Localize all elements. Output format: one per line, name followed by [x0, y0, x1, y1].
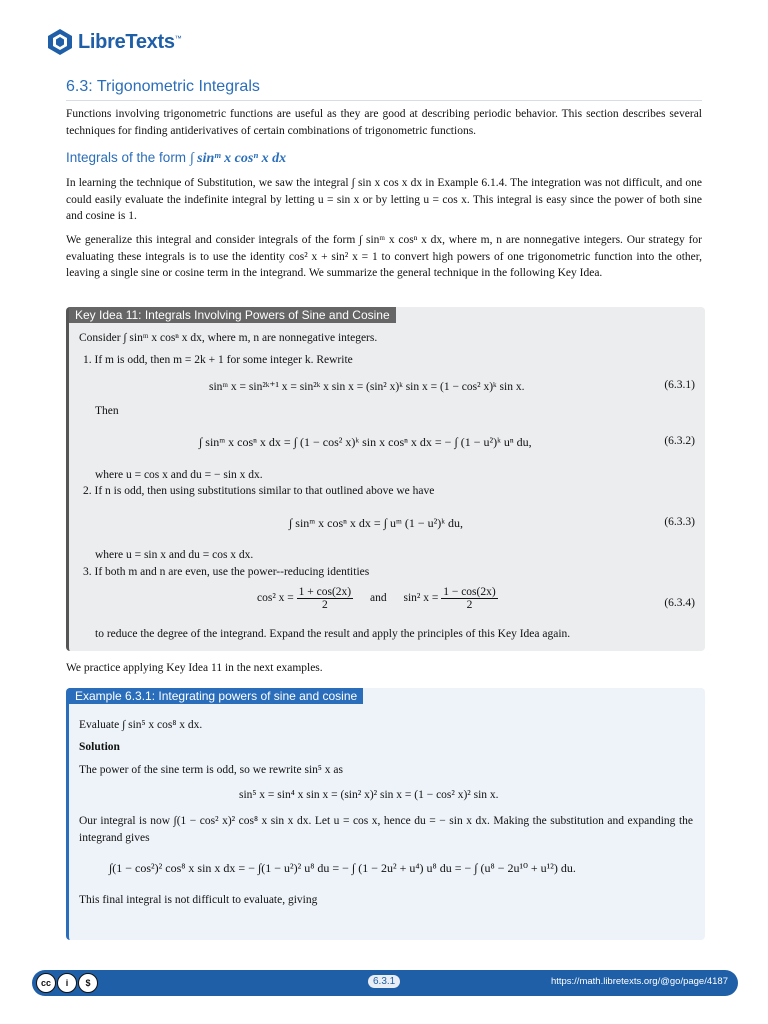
equation-number-1: (6.3.1) [664, 379, 695, 391]
practice-paragraph: We practice applying Key Idea 11 in the next examples. [66, 662, 323, 674]
example-evaluate: Evaluate ∫ sin⁵ x cos⁸ x dx. [79, 719, 203, 731]
equation-6-3-3: ∫ sinᵐ x cosⁿ x dx = ∫ uᵐ (1 − u²)ᵏ du, [289, 516, 463, 530]
key-idea-then: Then [95, 405, 119, 417]
key-idea-where-1: where u = cos x and du = − sin x dx. [95, 469, 263, 481]
key-idea-closing: to reduce the degree of the integrand. Expand the result and apply the principles of this Key Idea again. [95, 628, 571, 640]
key-idea-item-1: 1. If m is odd, then m = 2k + 1 for some integer k. Rewrite [83, 354, 353, 366]
equation-6-3-1: sinᵐ x = sin²ᵏ⁺¹ x = sin²ᵏ x sin x = (sin² x)ᵏ sin x = (1 − cos² x)ᵏ sin x. [209, 381, 525, 393]
example-title: Example 6.3.1: Integrating powers of sine and cosine [69, 688, 363, 704]
key-idea-consider: Consider ∫ sinᵐ x cosⁿ x dx, where m, n are nonnegative integers. [79, 332, 378, 344]
eq4-fraction-1: $\frac{1 + \cos(2x)}{2}$ [298, 586, 352, 611]
key-idea-item-3: 3. If both m and n are even, use the power--reducing identities [83, 566, 370, 578]
noncommercial-icon: $ [78, 973, 98, 993]
eq4-left: cos² x = [257, 592, 294, 605]
eq4-right: sin² x = [403, 592, 439, 605]
attribution-icon: i [57, 973, 77, 993]
key-idea-box [66, 307, 705, 651]
key-idea-where-2: where u = sin x and du = cos x dx. [95, 549, 254, 561]
footer-bar [32, 970, 738, 996]
creative-commons-badge[interactable] [36, 973, 99, 993]
page-number: 6.3.1 [368, 975, 400, 988]
equation-number-4: (6.3.4) [664, 597, 695, 609]
eq4-and: and [370, 592, 387, 605]
example-equation-2: ∫(1 − cos²)² cos⁸ x sin x dx = − ∫(1 − u²)² u⁸ du = − ∫ (1 − 2u² + u⁴) u⁸ du = − ∫ (u⁸ − 2u¹⁰ + u¹²) du. [109, 861, 576, 875]
section-heading: Integrals of the form ∫ sinᵐ x cosⁿ x dx [66, 150, 287, 166]
paragraph-substitution: In learning the technique of Substitution, we saw the integral ∫ sin x cos x dx in Example 6.1.4. The integration was not difficult, and one could easily evaluate the indefinite integral by letting u = sin x or by letting u = cos x. This integral is easy since the power of both sine and cosine is 1. [66, 177, 702, 222]
example-step-1: The power of the sine term is odd, so we rewrite sin⁵ x as [79, 764, 343, 776]
page-url-link[interactable]: https://math.libretexts.org/@go/page/4187 [550, 976, 728, 987]
libretexts-logo[interactable] [46, 28, 181, 56]
key-idea-item-2: 2. If n is odd, then using substitutions similar to that outlined above we have [83, 485, 435, 497]
libretexts-logo-icon [46, 28, 74, 56]
equation-number-3: (6.3.3) [664, 516, 695, 528]
example-solution-label: Solution [79, 741, 120, 753]
page-title: 6.3: Trigonometric Integrals [66, 78, 702, 101]
example-step-3: This final integral is not difficult to evaluate, giving [79, 894, 318, 906]
paragraph-generalize: We generalize this integral and consider integrals of the form ∫ sinᵐ x cosⁿ x dx, where m, n are nonnegative integers. Our strategy for evaluating these integrals is to use the identity cos² x + sin² x = 1 to convert high powers of one trigonometric function into the other, leaving a single sine or cosine term in the integrand. We summarize the general technique in the following Key Idea. [66, 234, 702, 279]
equation-6-3-4 [257, 586, 498, 611]
example-box [66, 688, 705, 940]
equation-6-3-2: ∫ sinᵐ x cosⁿ x dx = ∫ (1 − cos² x)ᵏ sin x cosⁿ x dx = − ∫ (1 − u²)ᵏ uⁿ du, [199, 435, 532, 449]
example-equation-1: sin⁵ x = sin⁴ x sin x = (sin² x)² sin x = (1 − cos² x)² sin x. [239, 789, 499, 801]
brand-name: LibreTexts™ [78, 30, 182, 53]
eq4-fraction-2: $\frac{1 - \cos(2x)}{2}$ [443, 586, 496, 611]
intro-paragraph: Functions involving trigonometric functions are useful as they are good at describing periodic behavior. This section describes several techniques for finding antiderivatives of certain combinations of trigonometric functions. [66, 108, 702, 137]
example-step-2: Our integral is now ∫(1 − cos² x)² cos⁸ x sin x dx. Let u = cos x, hence du = − sin x dx. Making the substitution and expanding the integrand gives [79, 815, 693, 844]
equation-number-2: (6.3.2) [664, 435, 695, 447]
key-idea-title: Key Idea 11: Integrals Involving Powers of Sine and Cosine [69, 307, 396, 323]
cc-icon: cc [36, 973, 56, 993]
